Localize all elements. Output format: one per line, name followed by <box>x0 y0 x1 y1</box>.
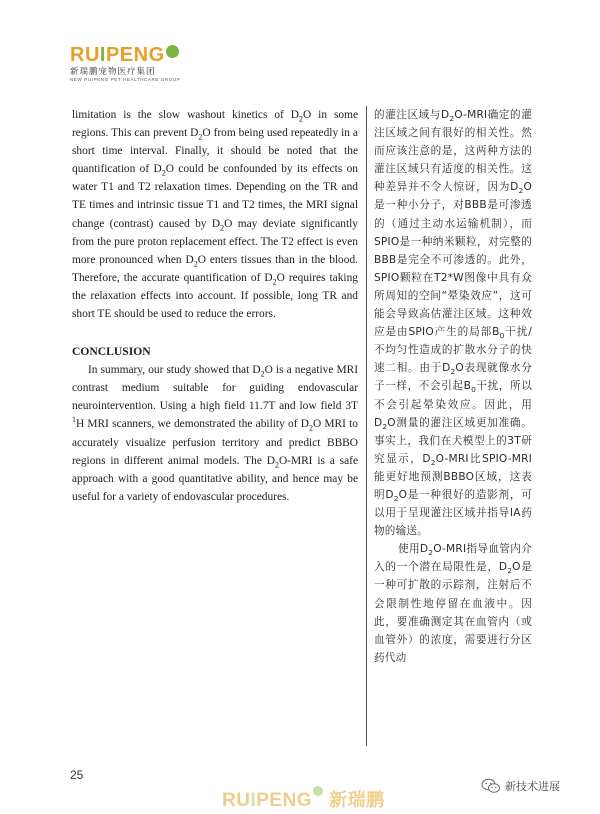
logo-wordmark-part: PENG <box>105 44 165 66</box>
logo-chinese-name: 新瑞鹏宠物医疗集团 <box>70 67 156 77</box>
page-number: 25 <box>70 768 84 782</box>
header-logo <box>70 44 180 82</box>
subscript: 2 <box>393 494 399 504</box>
subscript: 2 <box>450 367 456 377</box>
column-divider <box>366 106 367 746</box>
subscript: 2 <box>430 457 436 467</box>
subscript: 2 <box>507 566 513 576</box>
subscript: 2 <box>382 421 388 431</box>
logo-wordmark <box>70 44 180 67</box>
superscript: 1 <box>72 415 76 425</box>
subscript: 2 <box>198 132 203 142</box>
logo-i-letter: I <box>99 44 106 66</box>
footer-logo-part: PENG <box>256 790 313 811</box>
chinese-column <box>374 106 532 667</box>
logo-wordmark-part: RU <box>70 44 100 66</box>
subscript: 2 <box>428 548 434 558</box>
logo-english-name: NEW RUIPENG PET HEALTHCARE GROUP <box>70 77 181 82</box>
subscript: 2 <box>161 168 166 178</box>
subscript: 2 <box>299 114 303 124</box>
subscript: 2 <box>193 259 198 269</box>
english-column <box>72 106 358 506</box>
wechat-account[interactable] <box>481 778 560 794</box>
chinese-paragraph-1: 的灌注区域与$D_2O$-MRI确定的灌注区域之间有很好的相关性。然而应该注意的是，这两种方法的灌注区域只有适度的相关性。这种差异并不令人惊讶，因为$D_2O$是一种小分子，对BBB是可渗透的（通过主动水运输机制），而SPIO是一种纳米颗粒，对完整的BBB是完全不可渗透的。此外，SPIO颗粒在T2*W图像中具有众所周知的空间“晕染效应”，这可能会导致高估灌注区域。这种效应是由SPIO产生的局部$B_0$干扰/不均匀性造成的扩散水分子的快速二相。由于$D_2O$表现就像水分子一样，不会引起$B_0$干扰，所以不会引起晕染效应。因此，用$D_2O$测量的灌注区域更加准确。事实上，我们在犬模型上的3T研究显示，$D_2O$-MRI比SPIO-MRI能更好地预测BBBO区域，这表明$D_2O$是一种很好的造影剂，可以用于呈现灌注区域并指导IA药物的输送。 <box>374 109 533 538</box>
footer-logo-chinese: 新瑞鹏 <box>329 790 385 811</box>
footer-logo-i-letter: I <box>250 790 257 811</box>
subscript: 2 <box>308 423 313 433</box>
wechat-account-name: 新技术进展 <box>505 780 560 793</box>
subscript: 2 <box>272 277 277 287</box>
subscript: 2 <box>518 186 524 196</box>
section-heading: CONCLUSION <box>72 345 151 359</box>
english-paragraph-1: limitation is the slow washout kinetics of $D_2O$ in some regions. This can prevent $D_2O$ from being used repeatedly in a short time interval. Finally, it should be noted that the quantification of $D_2O$ could be confounded by its effects on water T1 and T2 relaxation times. Depending on the TR and TE times and intrinsic tissue T1 and T2 times, the MRI signal change (contrast) caused by $D_2O$ may deviate significantly from the pure proton replacement effect. The T2 effect is even more pronounced when $D_2O$ enters tissues than in the blood. Therefore, the accurate quantification of $D_2O$ requires taking the relaxation effects into account. If possible, long TR and short TE should be used to reduce the errors. <box>72 109 359 321</box>
subscript: 0 <box>499 331 505 341</box>
footer-logo-part: RU <box>222 790 251 811</box>
footer-logo-badge-icon <box>313 786 323 796</box>
english-paragraph-2: In summary, our study showed that $D_2O$ is a negative MRI contrast medium suitable for guiding endovascular neurointervention. Using a high field 11.7T and low field 3T $^1$H MRI scanners, we demonstrated the ability of $D_2O$ MRI to accurately visualize perfusion territory and predict BBBO regions in different animal models. The $D_2O$-MRI is a safe approach with a good quantitative ability, and hence may be useful for a variety of endovascular procedures. <box>72 364 358 503</box>
subscript: 2 <box>220 222 225 232</box>
subscript: 2 <box>449 114 455 124</box>
subscript: 0 <box>471 385 476 395</box>
logo-badge-icon <box>166 45 179 58</box>
footer-logo <box>222 786 385 812</box>
subscript: 2 <box>274 459 279 469</box>
wechat-icon <box>481 778 501 794</box>
subscript: 2 <box>260 369 265 379</box>
chinese-paragraph-2: 使用$D_2O$-MRI指导血管内介入的一个潜在局限性是，$D_2O$是一种可扩散的示踪剂，注射后不会限制性地停留在血液中。因此，要准确测定其在血管内（或血管外）的浓度，需要进行分区药代动 <box>374 543 532 664</box>
